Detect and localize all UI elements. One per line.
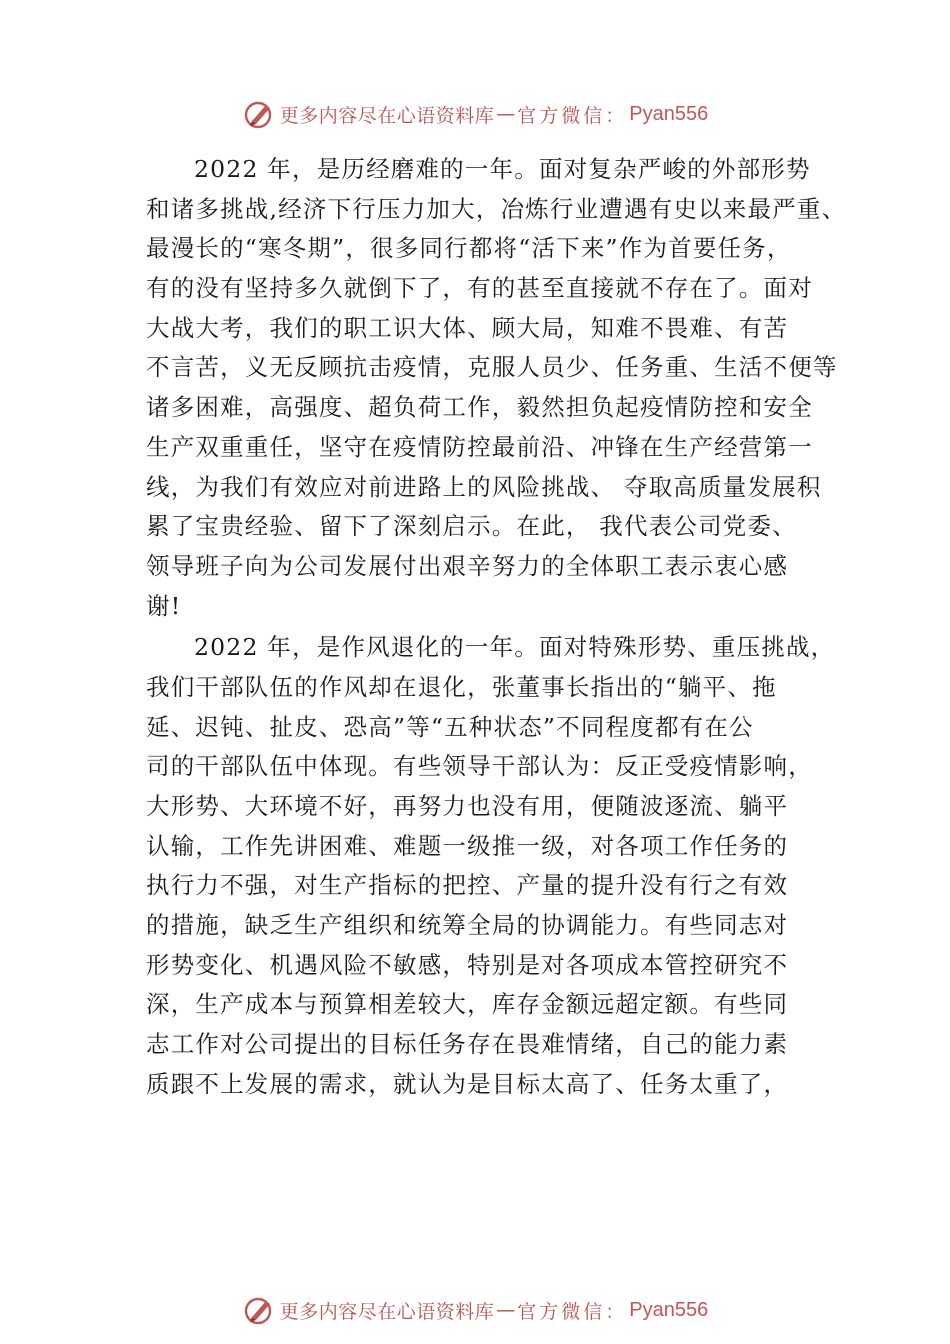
text-line: 司的干部队伍中体现。有些领导干部认为：反正受疫情影响， xyxy=(146,752,813,781)
text-line: 大战大考，我们的职工识大体、顾大局，知难不畏难、有苦 xyxy=(146,313,789,342)
footer-watermark xyxy=(0,1290,950,1330)
text-line: 的措施，缺乏生产组织和统筹全局的协调能力。有些同志对 xyxy=(146,911,789,940)
text-line: 线，为我们有效应对前进路上的风险挑战、 夺取高质量发展积 xyxy=(146,472,822,501)
watermark-dash: — xyxy=(496,1299,516,1321)
text-line: 延、迟钝、扯皮、恐高”等“五种状态”不同程度都有在公 xyxy=(146,712,754,741)
pen-logo-icon xyxy=(242,1293,276,1327)
text-line: 2022 年，是作风退化的一年。面对特殊形势、重压挑战， xyxy=(194,633,836,662)
pen-logo-icon xyxy=(242,97,276,131)
text-line: 领导班子向为公司发展付出艰辛努力的全体职工表示衷心感 xyxy=(146,551,789,580)
watermark-text: 更多内容尽在心语资料库 xyxy=(279,104,495,127)
watermark-id: Pyan556 xyxy=(629,102,709,125)
watermark-id: Pyan556 xyxy=(629,1298,709,1321)
text-line: 认输，工作先讲困难、难题一级推一级，对各项工作任务的 xyxy=(146,831,789,860)
text-line: 谢! xyxy=(146,591,182,620)
paragraph-2 xyxy=(146,628,836,1104)
text-line: 2022 年，是历经磨难的一年。面对复杂严峻的外部形势 xyxy=(194,155,811,183)
text-line: 生产双重重任，坚守在疫情防控最前沿、冲锋在生产经营第一 xyxy=(146,432,813,461)
document-body xyxy=(146,150,847,1105)
watermark-label: 官方微信： xyxy=(517,1300,628,1323)
text-line: 我们干部队伍的作风却在退化，张董事长指出的“躺平、拖 xyxy=(146,672,777,701)
text-line: 形势变化、机遇风险不敏感，特别是对各项成本管控研究不 xyxy=(146,950,789,979)
text-line: 深，生产成本与预算相差较大，库存金额远超定额。有些同 xyxy=(146,990,789,1019)
text-line: 诸多困难，高强度、超负荷工作，毅然担负起疫情防控和安全 xyxy=(146,393,813,422)
text-line: 质跟不上发展的需求，就认为是目标太高了、任务太重了， xyxy=(146,1069,789,1098)
watermark-text: 更多内容尽在心语资料库 xyxy=(279,1300,495,1323)
text-line: 不言苦，义无反顾抗击疫情，克服人员少、任务重、生活不便等 xyxy=(146,353,838,382)
watermark-dash: — xyxy=(496,103,516,125)
text-line: 执行力不强，对生产指标的把控、产量的提升没有行之有效 xyxy=(146,871,789,900)
text-line: 志工作对公司提出的目标任务存在畏难情绪，自己的能力素 xyxy=(146,1030,789,1059)
text-line: 有的没有坚持多久就倒下了，有的甚至直接就不存在了。面对 xyxy=(146,274,813,303)
text-line: 累了宝贵经验、留下了深刻启示。在此， 我代表公司党委、 xyxy=(146,512,797,541)
text-line: 和诸多挑战,经济下行压力加大，冶炼行业遭遇有史以来最严重、 xyxy=(146,194,847,223)
header-watermark xyxy=(0,94,950,134)
watermark-label: 官方微信： xyxy=(517,104,628,127)
text-line: 最漫长的“寒冬期”，很多同行都将“活下来”作为首要任务， xyxy=(146,234,792,263)
paragraph-1 xyxy=(146,150,847,626)
text-line: 大形势、大环境不好，再努力也没有用，便随波逐流、躺平 xyxy=(146,792,789,820)
